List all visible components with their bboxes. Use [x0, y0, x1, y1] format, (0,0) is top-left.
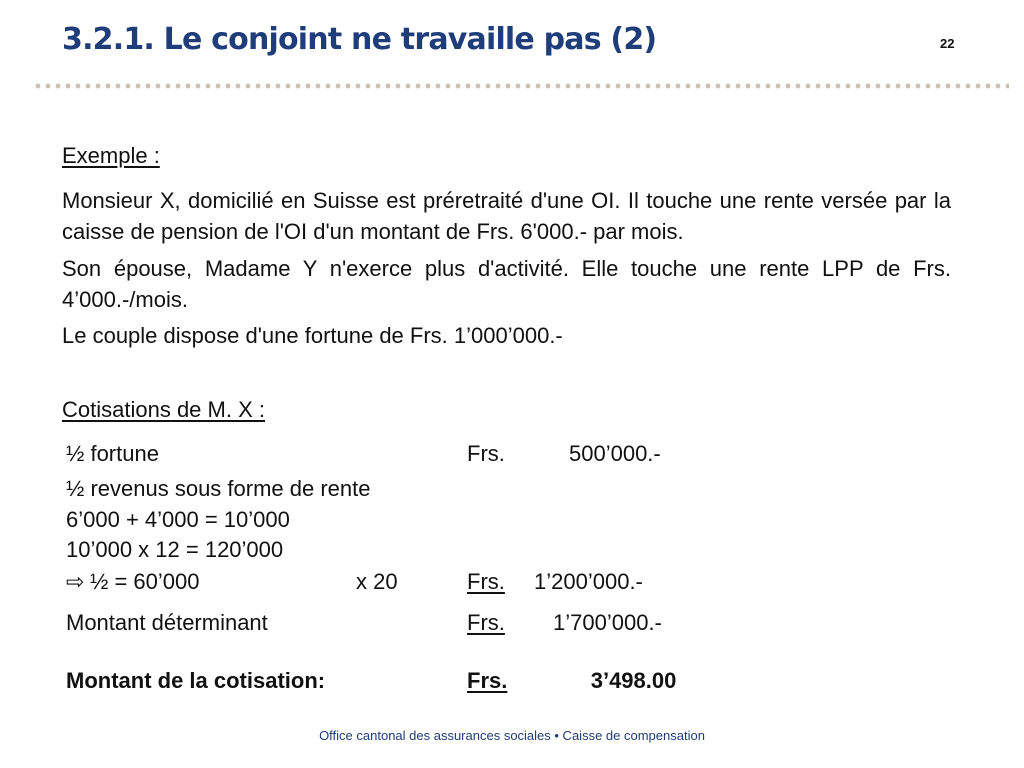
determinant-value: [467, 610, 662, 636]
total-amount: 3’498.00: [590, 668, 677, 693]
cotisations-heading: Cotisations de M. X :: [62, 397, 265, 422]
row-half-income-label: ½ revenus sous forme de rente: [66, 476, 371, 501]
footer-text: Office cantonal des assurances sociales • Caisse de compensation: [319, 728, 705, 743]
row-half-fortune-currency: Frs.: [467, 441, 505, 466]
page-title: 3.2.1. Le conjoint ne travaille pas (2): [62, 22, 657, 57]
total-value: [467, 668, 676, 694]
row-half-fortune-label: ½ fortune: [66, 441, 159, 466]
dotted-divider: [33, 82, 1009, 90]
example-paragraph-3: Le couple dispose d'une fortune de Frs. 1’000’000.-: [62, 323, 563, 348]
row-income-capital: [467, 569, 643, 595]
example-heading: Exemple :: [62, 143, 160, 168]
arrow-right-icon: ⇨: [66, 569, 85, 594]
row-income-capital-amount: 1’200’000.-: [534, 569, 643, 594]
row-half-income-result-text: ½ = 60’000: [90, 569, 200, 594]
example-paragraph-2: Son épouse, Madame Y n'exerce plus d'activité. Elle touche une rente LPP de Frs. 4’000.-/mois.: [62, 256, 951, 312]
row-income-capital-currency: Frs.: [467, 569, 505, 594]
row-half-income-result: [66, 569, 199, 595]
page-number: 22: [940, 36, 955, 51]
determinant-label: Montant déterminant: [66, 610, 268, 635]
example-paragraph-1: Monsieur X, domicilié en Suisse est préretraité d'une OI. Il touche une rente versée par la caisse de pension de l'OI d'un montant de Frs. 6'000.- par mois.: [62, 188, 951, 244]
row-multiplier: x 20: [356, 569, 398, 594]
determinant-currency: Frs.: [467, 610, 505, 635]
row-half-fortune-amount: 500’000.-: [569, 441, 661, 466]
total-currency: Frs.: [467, 668, 508, 693]
determinant-amount: 1’700’000.-: [553, 610, 662, 635]
row-income-sum: 6’000 + 4’000 = 10’000: [66, 507, 290, 532]
total-label: Montant de la cotisation:: [66, 668, 326, 693]
row-income-annual: 10’000 x 12 = 120’000: [66, 537, 284, 562]
